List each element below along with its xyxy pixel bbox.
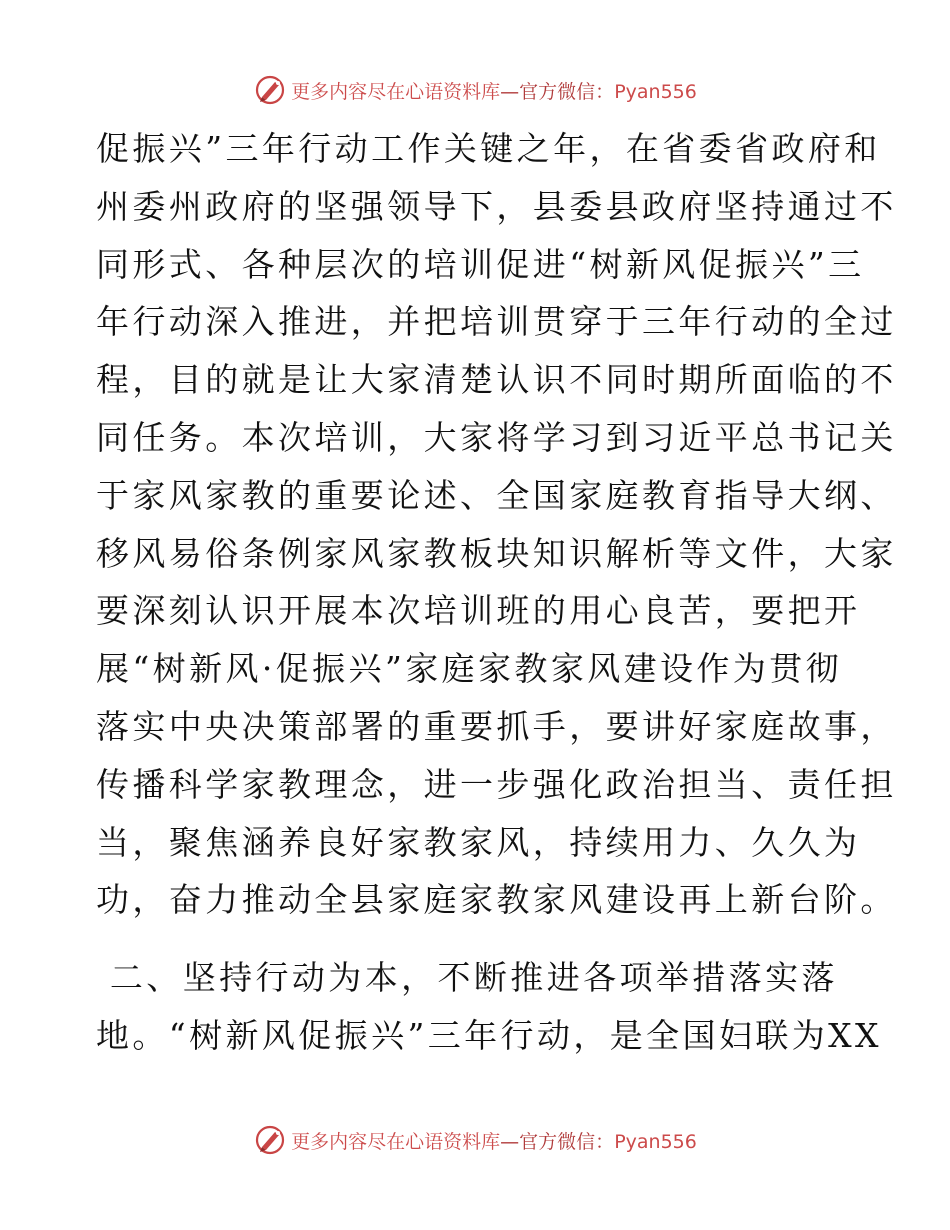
paragraph-gap [96,929,856,949]
watermark-text [291,1127,697,1154]
watermark-wechat-id: Pyan556 [614,1130,697,1153]
text-line: 同任务。本次培训，大家将学习到习近平总书记关 [96,417,897,457]
text-line: 展“树新风·促振兴”家庭家教家风建设作为贯彻 [96,649,843,689]
paragraph-2 [96,949,882,1065]
watermark-wechat-id: Pyan556 [614,80,697,103]
watermark-separator: — [500,80,520,103]
watermark-label: 官方微信： [519,1130,615,1153]
pen-logo-icon [253,73,287,107]
text-line: 落实中央决策部署的重要抓手，要讲好家庭故事， [96,706,897,746]
text-line: 传播科学家教理念，进一步强化政治担当、责任担 [96,764,897,804]
text-line: 移风易俗条例家风家教板块知识解析等文件，大家 [96,533,897,573]
text-line: 促振兴”三年行动工作关键之年，在省委省政府和 [96,129,881,168]
text-line: 当，聚焦涵养良好家教家风，持续用力、久久为 [96,822,861,862]
watermark-text [291,77,697,104]
text-line: 于家风家教的重要论述、全国家庭教育指导大纲、 [96,475,897,515]
watermark-main-text: 更多内容尽在心语资料库 [291,80,501,103]
text-line: 同形式、各种层次的培训促进“树新风促振兴”三 [96,244,865,284]
paragraph-1 [96,120,897,929]
text-line: 要深刻认识开展本次培训班的用心良苦，要把开 [96,591,861,631]
text-line: 州委州政府的坚强领导下，县委县政府坚持通过不 [96,186,897,226]
watermark-header [0,70,950,110]
watermark-footer [0,1120,950,1160]
watermark-label: 官方微信： [519,80,615,103]
document-body [96,120,897,1065]
text-line: 功，奋力推动全县家庭家教家风建设再上新台阶。 [96,880,897,920]
pen-logo-icon [253,1123,287,1157]
watermark-main-text: 更多内容尽在心语资料库 [291,1130,501,1153]
section-heading-line: 二、坚持行动为本，不断推进各项举措落实落 [96,958,838,998]
watermark-separator: — [500,1130,520,1153]
text-line: 年行动深入推进，并把培训贯穿于三年行动的全过 [96,302,897,342]
text-line: 地。“树新风促振兴”三年行动，是全国妇联为XX [96,1015,882,1055]
text-line: 程，目的就是让大家清楚认识不同时期所面临的不 [96,360,897,400]
